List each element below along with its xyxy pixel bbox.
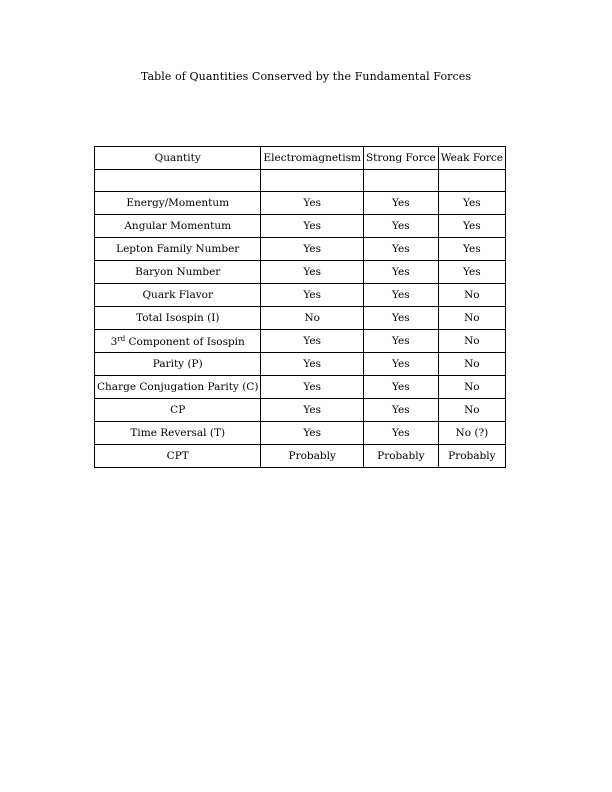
quantity-cell: Parity (P) bbox=[95, 353, 261, 376]
weak-cell: Yes bbox=[438, 261, 505, 284]
page-title: Table of Quantities Conserved by the Fundamental Forces bbox=[140, 70, 472, 83]
weak-cell: Probably bbox=[438, 445, 505, 468]
weak-cell: No bbox=[438, 307, 505, 330]
table-row bbox=[95, 445, 506, 468]
conserved-quantities-table bbox=[94, 146, 506, 468]
spacer-cell bbox=[95, 170, 261, 192]
table-row bbox=[95, 376, 506, 399]
em-cell: Yes bbox=[261, 215, 364, 238]
quantity-cell: Baryon Number bbox=[95, 261, 261, 284]
em-cell: Probably bbox=[261, 445, 364, 468]
table-row bbox=[95, 330, 506, 353]
weak-cell: Yes bbox=[438, 192, 505, 215]
table-row bbox=[95, 422, 506, 445]
table-header-row bbox=[95, 147, 506, 170]
quantity-cell: Quark Flavor bbox=[95, 284, 261, 307]
strong-cell: Probably bbox=[363, 445, 438, 468]
weak-cell: No bbox=[438, 330, 505, 353]
spacer-cell bbox=[363, 170, 438, 192]
strong-cell: Yes bbox=[363, 261, 438, 284]
quantity-cell: Total Isospin (I) bbox=[95, 307, 261, 330]
quantity-cell: CPT bbox=[95, 445, 261, 468]
weak-cell: Yes bbox=[438, 238, 505, 261]
em-cell: Yes bbox=[261, 422, 364, 445]
weak-cell: No bbox=[438, 353, 505, 376]
header-quantity: Quantity bbox=[95, 147, 261, 170]
quantity-cell: Charge Conjugation Parity (C) bbox=[95, 376, 261, 399]
em-cell: Yes bbox=[261, 192, 364, 215]
quantity-cell: Time Reversal (T) bbox=[95, 422, 261, 445]
strong-cell: Yes bbox=[363, 376, 438, 399]
quantity-cell bbox=[95, 330, 261, 353]
quantity-cell: CP bbox=[95, 399, 261, 422]
strong-cell: Yes bbox=[363, 284, 438, 307]
weak-cell: No bbox=[438, 399, 505, 422]
quantity-cell: Angular Momentum bbox=[95, 215, 261, 238]
spacer-cell bbox=[438, 170, 505, 192]
strong-cell: Yes bbox=[363, 399, 438, 422]
table-row bbox=[95, 353, 506, 376]
header-strong-force: Strong Force bbox=[363, 147, 438, 170]
weak-cell: Yes bbox=[438, 215, 505, 238]
quantity-superscript: rd bbox=[117, 334, 126, 343]
em-cell: Yes bbox=[261, 284, 364, 307]
table-spacer-row bbox=[95, 170, 506, 192]
em-cell: Yes bbox=[261, 376, 364, 399]
strong-cell: Yes bbox=[363, 330, 438, 353]
table-row bbox=[95, 261, 506, 284]
strong-cell: Yes bbox=[363, 238, 438, 261]
em-cell: Yes bbox=[261, 330, 364, 353]
em-cell: Yes bbox=[261, 353, 364, 376]
strong-cell: Yes bbox=[363, 307, 438, 330]
header-electromagnetism: Electromagnetism bbox=[261, 147, 364, 170]
em-cell: No bbox=[261, 307, 364, 330]
quantity-prefix: 3 bbox=[110, 335, 118, 348]
strong-cell: Yes bbox=[363, 192, 438, 215]
table-row bbox=[95, 238, 506, 261]
weak-cell: No bbox=[438, 376, 505, 399]
spacer-cell bbox=[261, 170, 364, 192]
table-row bbox=[95, 399, 506, 422]
table-row bbox=[95, 215, 506, 238]
em-cell: Yes bbox=[261, 399, 364, 422]
strong-cell: Yes bbox=[363, 353, 438, 376]
table-row bbox=[95, 307, 506, 330]
table-row bbox=[95, 192, 506, 215]
table-row bbox=[95, 284, 506, 307]
quantity-suffix: Component of Isospin bbox=[125, 335, 245, 348]
em-cell: Yes bbox=[261, 261, 364, 284]
header-weak-force: Weak Force bbox=[438, 147, 505, 170]
strong-cell: Yes bbox=[363, 215, 438, 238]
quantity-cell: Energy/Momentum bbox=[95, 192, 261, 215]
quantity-cell: Lepton Family Number bbox=[95, 238, 261, 261]
strong-cell: Yes bbox=[363, 422, 438, 445]
weak-cell: No (?) bbox=[438, 422, 505, 445]
em-cell: Yes bbox=[261, 238, 364, 261]
weak-cell: No bbox=[438, 284, 505, 307]
